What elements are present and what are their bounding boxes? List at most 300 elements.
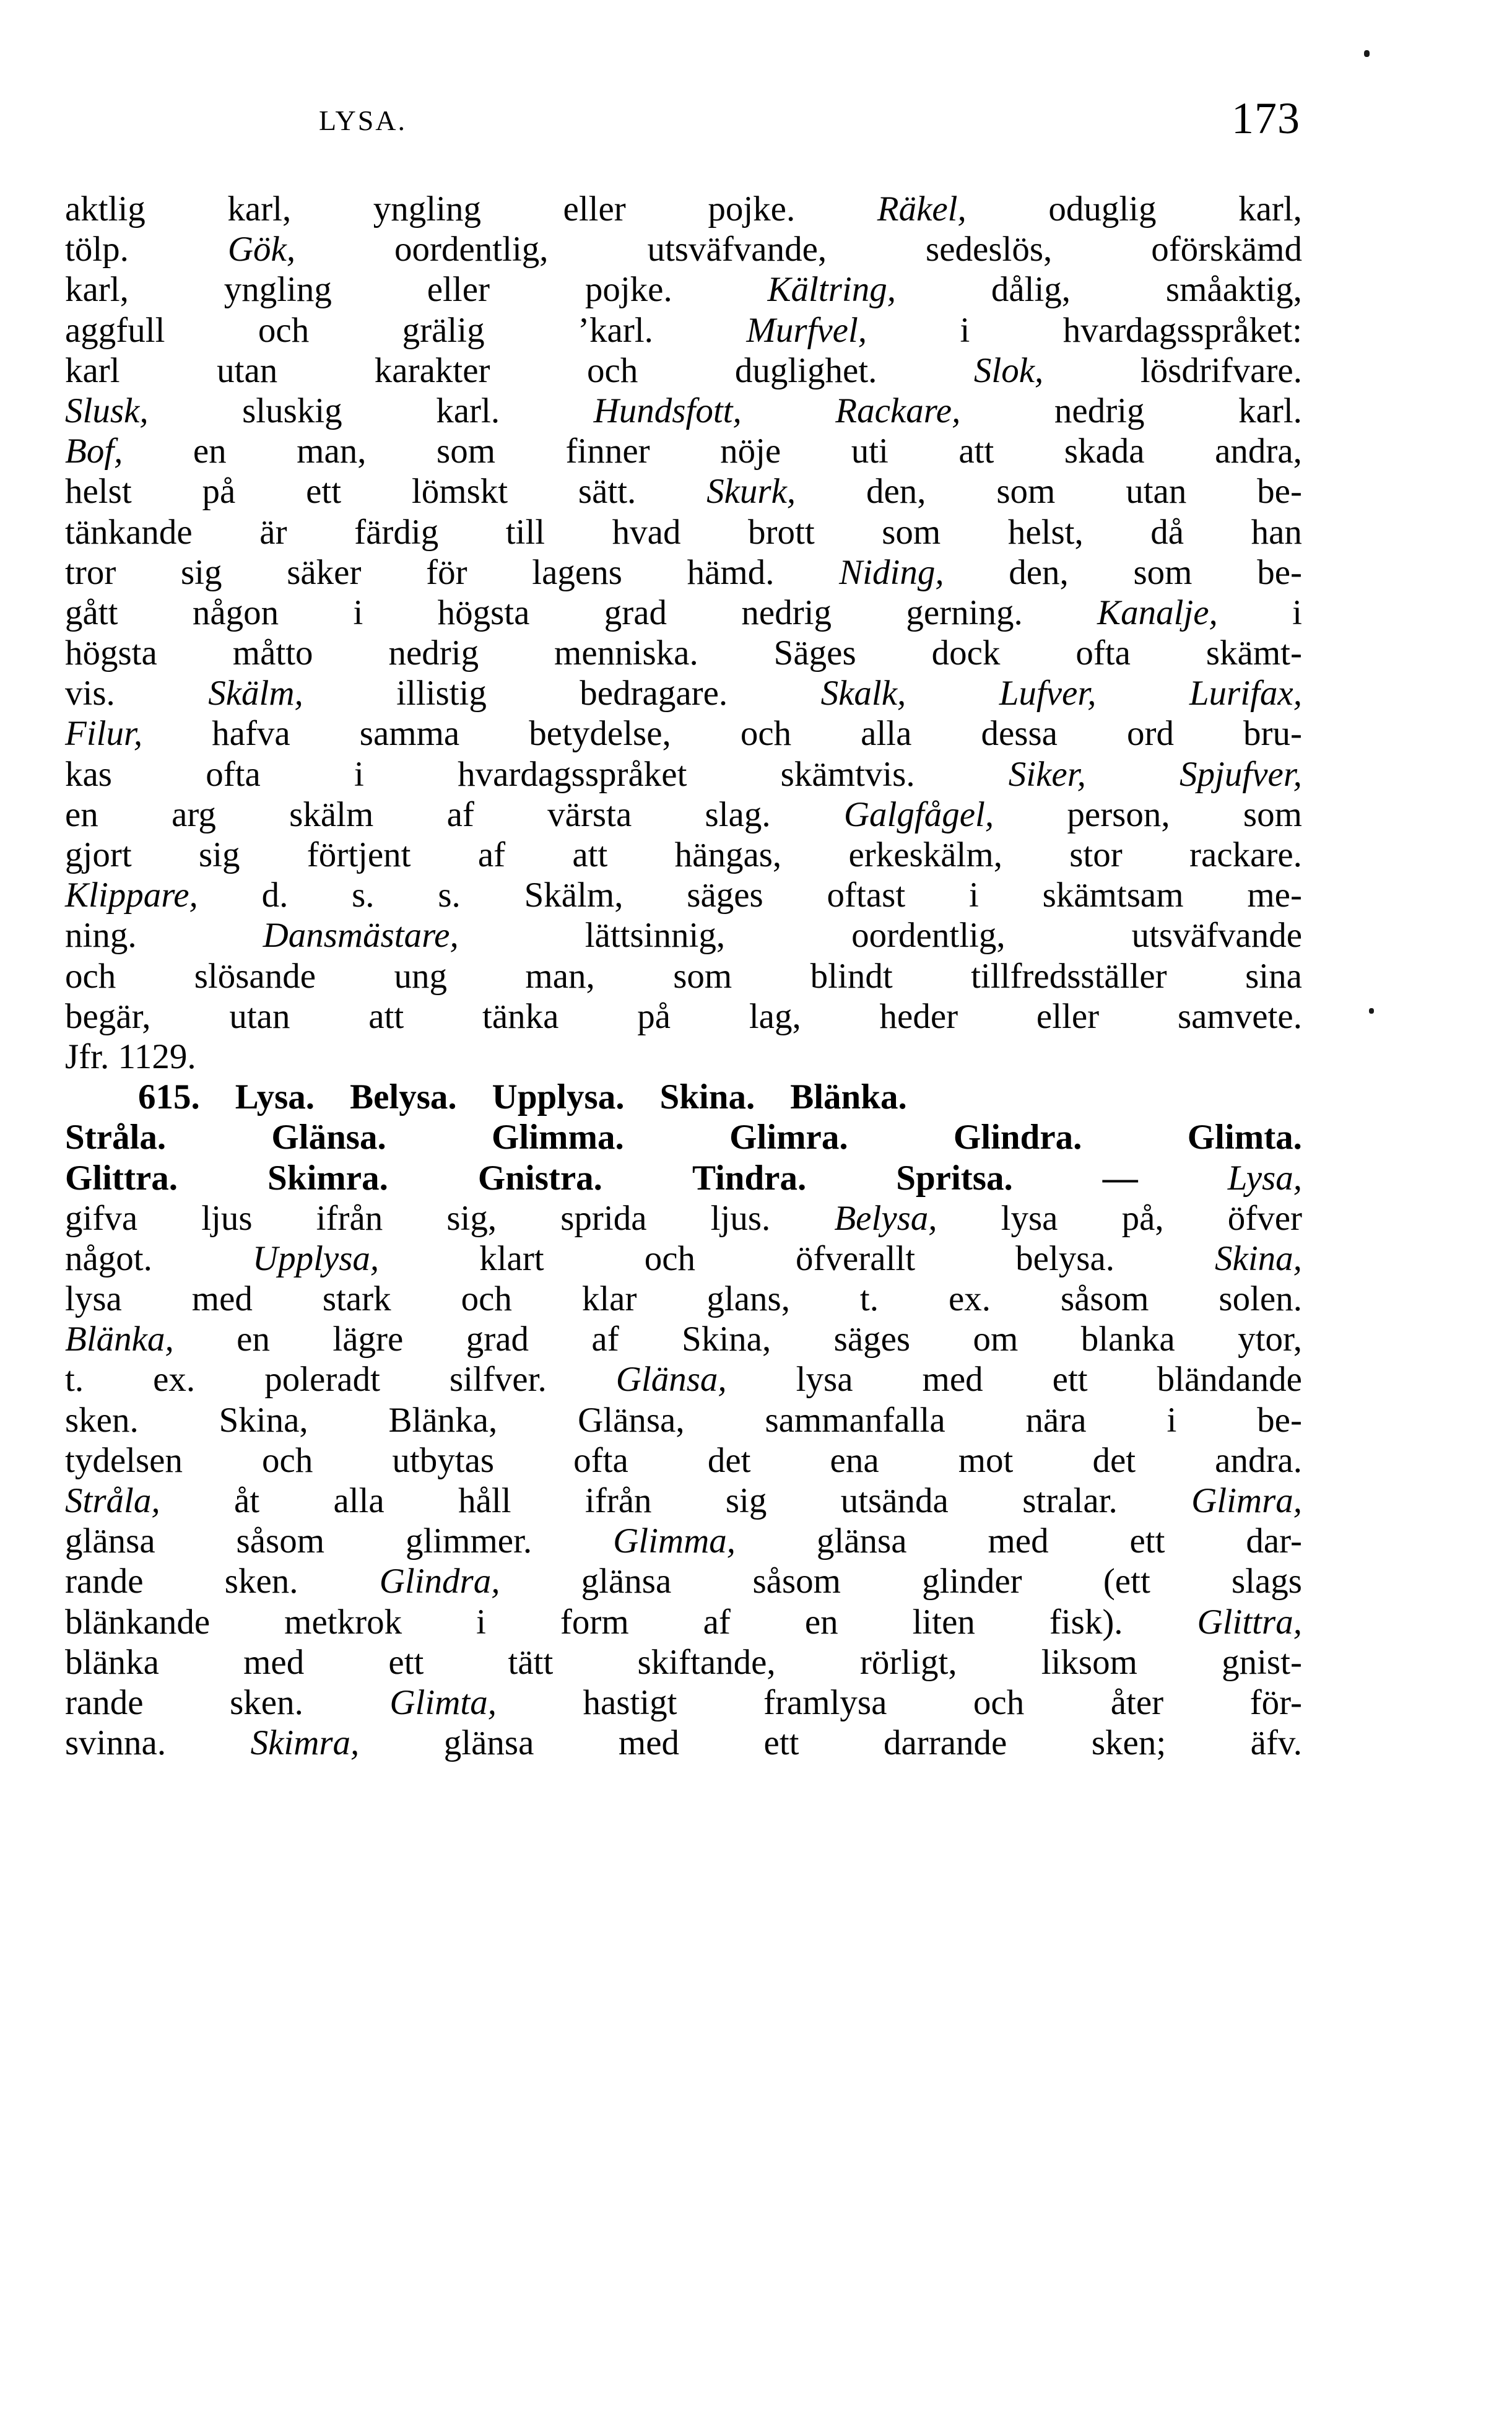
body-line-8 [65, 471, 1302, 511]
body-line-21 [65, 996, 1302, 1037]
word: rörligt, [859, 1642, 957, 1682]
word: begär, [65, 996, 151, 1036]
word: sken. [224, 1562, 298, 1601]
word: som [1133, 552, 1193, 592]
word: oftast [827, 876, 906, 915]
word-gap [625, 1077, 660, 1117]
body-line-3 [65, 269, 1302, 310]
word: erkeskälm, [848, 835, 1002, 874]
definition-line-8 [65, 1481, 1302, 1521]
body-line-13 [65, 673, 1302, 713]
word: man, [297, 432, 367, 471]
word: lömskt [411, 472, 508, 511]
word: poleradt [264, 1360, 380, 1399]
word: framlysa [763, 1682, 887, 1722]
word: menniska. [554, 633, 698, 673]
word: solen. [1219, 1279, 1302, 1319]
word: ofta [206, 754, 261, 794]
word: samma [359, 714, 460, 754]
word: småaktig, [1165, 270, 1302, 310]
word: illistig [396, 674, 487, 713]
definition-line-10 [65, 1561, 1302, 1601]
word: Kanalje, [1097, 593, 1218, 632]
word: sig [198, 835, 240, 874]
word: sätt. [578, 472, 637, 511]
word: t. [859, 1279, 879, 1319]
word: Gök, [227, 230, 296, 269]
word: kas [65, 754, 112, 794]
word: pojke. [708, 189, 796, 229]
word: och [258, 310, 310, 350]
definition-line-2 [65, 1238, 1302, 1279]
word: Blänka, [65, 1320, 174, 1359]
definition-line-9 [65, 1521, 1302, 1561]
word: rande [65, 1562, 144, 1601]
word: karl. [1238, 391, 1302, 430]
word: oförskämd [1151, 230, 1302, 269]
word: sina [1245, 956, 1302, 996]
paragraph-entry-615-definitions [65, 1198, 1302, 1764]
word: skiftande, [637, 1642, 776, 1682]
word: karl [65, 350, 120, 390]
keyword-term: Skimra. [267, 1158, 388, 1198]
word: be- [1257, 1400, 1302, 1440]
word: svinna. [65, 1723, 167, 1763]
word: lättsinnig, [584, 916, 726, 955]
word: i [354, 754, 364, 794]
word: ung [394, 956, 447, 996]
word: åter [1110, 1682, 1164, 1722]
word: Lurifax, [1189, 674, 1302, 713]
word: samvete. [1177, 996, 1302, 1036]
word: värsta [547, 794, 632, 834]
word: metkrok [284, 1602, 402, 1642]
word: Skimra, [250, 1723, 360, 1763]
word: en [193, 432, 227, 471]
word: Glimma, [613, 1521, 736, 1561]
body-line-14 [65, 713, 1302, 754]
word: betydelse, [529, 714, 671, 754]
word: sig, [446, 1198, 497, 1238]
word: Skurk, [706, 472, 796, 511]
word: rande [65, 1682, 144, 1722]
word: hvardagsspråket: [1062, 310, 1302, 350]
word: Skälm, [208, 674, 303, 713]
word: i [1167, 1400, 1177, 1440]
scan-speck-top-right [1364, 50, 1370, 57]
definition-line-6 [65, 1400, 1302, 1440]
word: ena [830, 1440, 879, 1480]
word: nära [1025, 1400, 1087, 1440]
definition-line-4 [65, 1319, 1302, 1359]
word: sprida [560, 1198, 647, 1238]
keyword-term: Blänka. [790, 1077, 907, 1117]
word: brott [748, 512, 815, 552]
word: af [591, 1320, 619, 1359]
word: utbytas [392, 1440, 495, 1480]
word: är [259, 512, 287, 552]
word: ning. [65, 916, 137, 955]
word: Glimra, [1191, 1481, 1302, 1520]
word: Upplysa, [252, 1238, 380, 1278]
word: i [1292, 593, 1302, 632]
word: ifrån [316, 1198, 383, 1238]
word: ett [1052, 1360, 1088, 1399]
word: hvad [612, 512, 681, 552]
word: gnist- [1222, 1642, 1302, 1682]
body-line-10 [65, 552, 1302, 593]
definition-line-14 [65, 1723, 1302, 1763]
word: gifva [65, 1198, 138, 1238]
word: det [707, 1440, 751, 1480]
word: slag. [705, 794, 771, 834]
keyword-term: Gnistra. [477, 1158, 602, 1198]
word: Skina, [682, 1320, 771, 1359]
word: dar- [1246, 1521, 1302, 1561]
word: att [572, 835, 608, 874]
word: skada [1064, 432, 1145, 471]
word: helst [65, 472, 132, 511]
word: af [477, 835, 506, 874]
word: för- [1249, 1682, 1302, 1722]
word: på, [1121, 1198, 1164, 1238]
word: måtto [232, 633, 313, 673]
word: öfverallt [796, 1238, 916, 1278]
word: sig [725, 1481, 767, 1520]
page-text-body [65, 189, 1302, 1763]
em-dash: — [1102, 1158, 1138, 1198]
word: såsom [1060, 1279, 1149, 1319]
word: med [618, 1723, 680, 1763]
word: aggfull [65, 310, 165, 350]
word: Dansmästare, [263, 916, 459, 955]
word: ord [1126, 714, 1174, 754]
word: sedeslös, [926, 230, 1053, 269]
word: andra, [1215, 432, 1302, 471]
body-line-7 [65, 431, 1302, 471]
word: Glittra, [1197, 1602, 1302, 1642]
word-gap [200, 1077, 235, 1117]
word: klar [581, 1279, 637, 1319]
word: Klippare, [65, 876, 198, 915]
word: håll [458, 1481, 511, 1520]
word: blänkande [65, 1602, 211, 1642]
word: glänsa [581, 1562, 672, 1601]
definition-line-7 [65, 1440, 1302, 1481]
word: Skina, [1215, 1238, 1302, 1278]
keyword-term: Glänsa. [271, 1118, 386, 1157]
body-line-18 [65, 875, 1302, 915]
word: färdig [354, 512, 439, 552]
word: någon [192, 593, 279, 632]
word-gap [315, 1077, 350, 1117]
word: och [65, 956, 116, 996]
word: t. [65, 1360, 84, 1399]
word: belysa. [1015, 1238, 1115, 1278]
word: finner [565, 432, 650, 471]
word: nöje [720, 432, 781, 471]
word: utan [217, 350, 278, 390]
word: hämd. [687, 552, 775, 592]
word: som [437, 432, 496, 471]
word: eller [427, 270, 490, 310]
word: lysa [796, 1360, 853, 1399]
word: yngling [224, 270, 332, 310]
body-line-1 [65, 189, 1302, 229]
word: lysa [1001, 1198, 1058, 1238]
keyword-term: Stråla. [65, 1118, 167, 1157]
definition-line-13 [65, 1682, 1302, 1723]
word-gap [755, 1077, 790, 1117]
entry-heading-615 [65, 1077, 1302, 1198]
word: Blänka, [388, 1400, 498, 1440]
word: såsom [236, 1521, 325, 1561]
word: Murfvel, [746, 310, 867, 350]
word: glinder [922, 1562, 1022, 1601]
word: med [243, 1642, 305, 1682]
word: sken. [65, 1400, 139, 1440]
body-line-11 [65, 593, 1302, 633]
word: dock [931, 633, 1001, 673]
word: nedrig [388, 633, 479, 673]
word: slösande [194, 956, 316, 996]
word: i [353, 593, 363, 632]
word: ett [388, 1642, 424, 1682]
word: oordentlig, [851, 916, 1006, 955]
word: Skina, [219, 1400, 308, 1440]
word: en [65, 794, 98, 834]
word: skämtsam [1042, 876, 1184, 915]
keyword-term: Skina. [659, 1077, 755, 1117]
word: glänsa [65, 1521, 155, 1561]
word: ytor, [1238, 1320, 1302, 1359]
word: blänka [65, 1642, 159, 1682]
word: högsta [437, 593, 530, 632]
word: om [973, 1320, 1019, 1359]
word: Galgfågel, [843, 794, 994, 834]
word: med [191, 1279, 253, 1319]
word: utsväfvande, [647, 230, 827, 269]
word: sammanfalla [765, 1400, 945, 1440]
word: att [368, 996, 404, 1036]
word: pojke. [584, 270, 672, 310]
word: tätt [508, 1642, 554, 1682]
word: silfver. [449, 1360, 547, 1399]
word: grälig [402, 310, 485, 350]
scan-speck-middle-right [1369, 1008, 1374, 1014]
word: karakter [374, 350, 490, 390]
word: yngling [373, 189, 481, 229]
word: alla [333, 1481, 385, 1520]
word: lysa [65, 1279, 122, 1319]
keyword-term: Tindra. [692, 1158, 807, 1198]
word: Stråla, [65, 1481, 160, 1520]
definition-line-5 [65, 1359, 1302, 1399]
word: be- [1257, 472, 1302, 511]
word: glimmer. [405, 1521, 532, 1561]
keyword-term: Upplysa. [492, 1077, 625, 1117]
word: sken. [230, 1682, 303, 1722]
word: och [973, 1682, 1025, 1722]
word: s. [438, 876, 461, 915]
word: alla [861, 714, 912, 754]
word: glänsa [443, 1723, 534, 1763]
word: skälm [289, 794, 374, 834]
keyword-term: Glimra. [729, 1118, 848, 1157]
word: nedrig [741, 593, 832, 632]
word: gerning. [906, 593, 1023, 632]
word: äfv. [1250, 1723, 1302, 1763]
keyword-line-2 [65, 1117, 1302, 1157]
definition-line-3 [65, 1279, 1302, 1319]
word: i [968, 876, 979, 915]
keyword-line-1 [65, 1077, 1302, 1117]
word: d. [261, 876, 289, 915]
word: den, [866, 472, 926, 511]
word: liksom [1041, 1642, 1137, 1682]
word: ett [1129, 1521, 1165, 1561]
page-number: 173 [1232, 94, 1300, 143]
word: rackare. [1189, 835, 1302, 874]
word: och [461, 1279, 512, 1319]
word: stor [1069, 835, 1123, 874]
word: säges [687, 876, 763, 915]
word: skämtvis. [780, 754, 915, 794]
word: som [882, 512, 941, 552]
word: klart [479, 1238, 544, 1278]
word: Säges [773, 633, 856, 673]
word: förtjent [306, 835, 411, 874]
word: säker [287, 552, 362, 592]
word: Siker, [1008, 754, 1086, 794]
word: nedrig [1054, 391, 1145, 430]
word: darrande [883, 1723, 1007, 1763]
word: på [637, 996, 671, 1036]
word: glans, [706, 1279, 790, 1319]
word: i [476, 1602, 486, 1642]
word: af [703, 1602, 731, 1642]
word: tror [65, 552, 116, 592]
word: duglighet. [734, 350, 877, 390]
word: till [505, 512, 545, 552]
word: hastigt [583, 1682, 677, 1722]
word: det [1092, 1440, 1136, 1480]
word: utsväfvande [1131, 916, 1302, 955]
word: tillfredsställer [971, 956, 1167, 996]
running-head [65, 93, 1300, 161]
word: be- [1257, 552, 1302, 592]
word: blindt [810, 956, 893, 996]
word: som [673, 956, 732, 996]
word: med [988, 1521, 1049, 1561]
word: eller [1036, 996, 1100, 1036]
word: hafva [212, 714, 290, 754]
word: han [1251, 512, 1302, 552]
word: form [560, 1602, 629, 1642]
word: sig [180, 552, 222, 592]
word: tydelsen [65, 1440, 183, 1480]
body-line-5 [65, 350, 1302, 391]
word: heder [879, 996, 958, 1036]
word: med [922, 1360, 983, 1399]
definition-line-1 [65, 1198, 1302, 1238]
word: lösdrifvare. [1140, 350, 1302, 390]
word: lag, [749, 996, 801, 1036]
word: Jfr. 1129. [65, 1037, 196, 1076]
word: liten [912, 1602, 975, 1642]
word: stralar. [1022, 1481, 1118, 1520]
word: andra. [1215, 1440, 1302, 1480]
word: bländande [1157, 1360, 1302, 1399]
keyword-term: Belysa. [350, 1077, 457, 1117]
word: Niding, [839, 552, 944, 592]
keyword-term: Glittra. [65, 1158, 178, 1198]
word: karl, [227, 189, 292, 229]
keyword-term: Lysa. [235, 1077, 315, 1117]
word: bru- [1243, 714, 1302, 754]
word: Kältring, [767, 270, 896, 310]
body-line-9 [65, 512, 1302, 552]
word: Glindra, [379, 1562, 500, 1601]
body-line-15 [65, 754, 1302, 794]
word: då [1150, 512, 1184, 552]
keyword-term: Glimta. [1187, 1118, 1302, 1157]
word: som [996, 472, 1056, 511]
word: Räkel, [877, 189, 967, 229]
word: skämt- [1206, 633, 1302, 673]
word: fisk). [1049, 1602, 1123, 1642]
word: person, [1067, 794, 1170, 834]
word: något. [65, 1238, 152, 1278]
word: Rackare, [835, 391, 961, 430]
word: gjort [65, 835, 132, 874]
keyword-term: Glimma. [492, 1118, 624, 1157]
word: och [740, 714, 792, 754]
word: lägre [332, 1320, 404, 1359]
body-line-12 [65, 633, 1302, 673]
body-line-2 [65, 229, 1302, 269]
word: oordentlig, [394, 230, 549, 269]
word: blanka [1080, 1320, 1175, 1359]
word: Glänsa, [615, 1360, 727, 1399]
word: arg [172, 794, 216, 834]
word: ʼkarl. [578, 310, 653, 350]
word: (ett [1103, 1562, 1150, 1601]
paragraph-entry-continuation [65, 189, 1302, 1077]
word: dessa [981, 714, 1058, 754]
word: dålig, [991, 270, 1071, 310]
word: eller [563, 189, 626, 229]
word: bedragare. [580, 674, 728, 713]
word: att [958, 432, 994, 471]
word: karl, [1238, 189, 1302, 229]
word: tänkande [65, 512, 193, 552]
word: karl, [65, 270, 129, 310]
body-line-19 [65, 915, 1302, 955]
word: utan [229, 996, 290, 1036]
word: åt [233, 1481, 260, 1520]
word: s. [352, 876, 375, 915]
word: för [426, 552, 467, 592]
headword-italic: Lysa, [1227, 1158, 1302, 1198]
word: stark [322, 1279, 391, 1319]
word: i [960, 310, 970, 350]
word: ett [763, 1723, 799, 1763]
word: öfver [1227, 1198, 1302, 1238]
word: sken; [1091, 1723, 1167, 1763]
keyword-term: Glindra. [953, 1118, 1082, 1157]
word: vis. [65, 674, 115, 713]
